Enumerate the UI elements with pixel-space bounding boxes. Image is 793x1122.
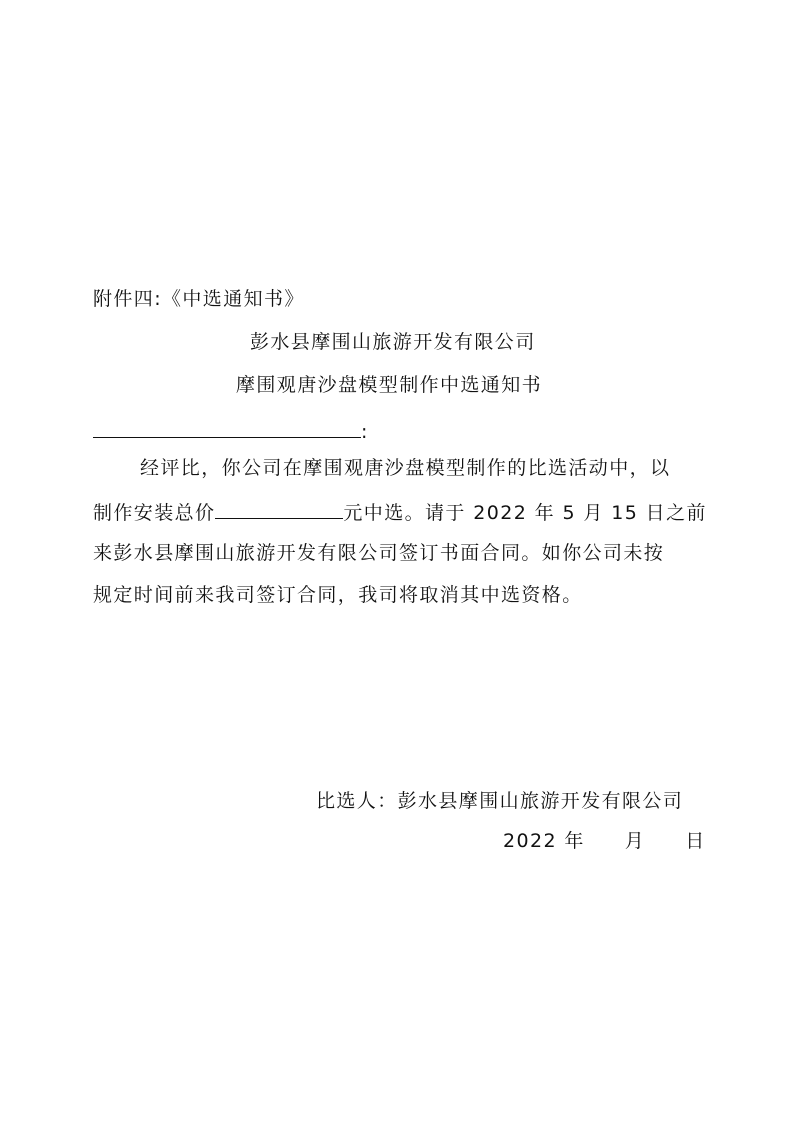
date-year: 2022 年 [503, 830, 585, 852]
addressee-row [93, 417, 369, 444]
price-blank [215, 498, 343, 519]
addressee-colon: : [361, 421, 369, 443]
company-heading: 彭水县摩围山旅游开发有限公司 [250, 331, 536, 353]
signature-date [503, 829, 706, 853]
price-label: 制作安装总价 [93, 502, 216, 524]
date-month: 月 [624, 830, 646, 852]
body-line-2 [93, 498, 707, 525]
addressee-blank [93, 417, 361, 438]
date-day: 日 [685, 830, 706, 852]
signer-line: 比选人：彭水县摩围山旅游开发有限公司 [316, 790, 684, 812]
body-line-4: 规定时间前来我司签订合同，我司将取消其中选资格。 [93, 584, 583, 606]
body-line-1: 经评比，你公司在摩围观唐沙盘模型制作的比选活动中，以 [140, 457, 671, 479]
price-suffix: 元中选。请于 2022 年 5 月 15 日之前 [343, 502, 707, 524]
body-line-3: 来彭水县摩围山旅游开发有限公司签订书面合同。如你公司未按 [93, 542, 665, 564]
attachment-label: 附件四:《中选通知书》 [93, 288, 305, 310]
document-title: 摩围观唐沙盘模型制作中选通知书 [236, 374, 543, 396]
